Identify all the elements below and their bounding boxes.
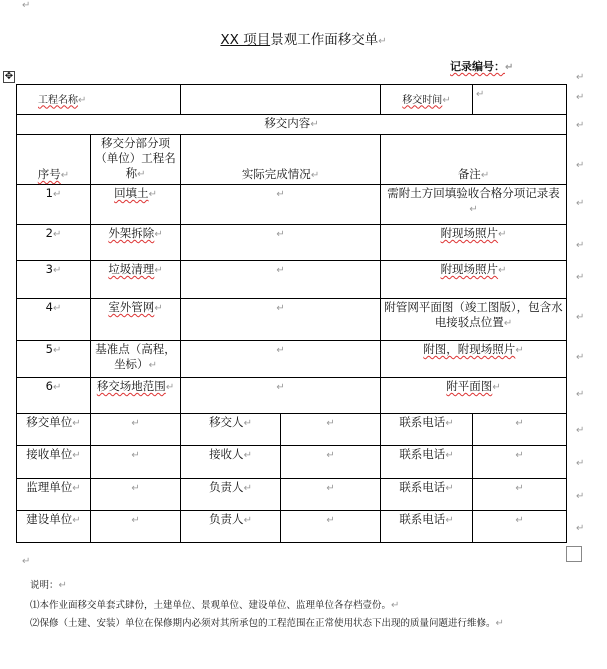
paragraph-mark: ↵ [576,92,585,103]
handover-time-cell: 移交时间↵ [381,85,473,115]
paragraph-mark: ↵ [576,160,585,171]
col-seq: 序号↵ [17,135,91,185]
notes-label: 说明：↵ [30,580,67,591]
title-text: 景观工作面移交单 [270,32,379,48]
col-status: 实际完成情况↵ [181,135,381,185]
title-project: XX 项目 [220,32,271,48]
project-name-value[interactable] [181,85,381,115]
paragraph-mark: ↵ [576,523,585,534]
table-row: 2↵ 外架拆除↵ ↵ 附现场照片↵ [17,225,567,261]
paragraph-mark: ↵ [22,0,31,11]
paragraph-mark: ↵ [576,491,585,502]
table-move-handle-icon[interactable]: ✥ [4,71,14,82]
handover-time-value[interactable]: ↵ [473,85,567,115]
party-row: 移交单位↵ ↵ 移交人↵ ↵ 联系电话↵ ↵ [17,414,567,446]
col-remark: 备注↵ [381,135,567,185]
document-title: XX 项目景观工作面移交单↵ [220,32,387,48]
table-row: 1↵ 回填土↵ ↵ 需附土方回填验收合格分项记录表↵ [17,185,567,225]
record-number-label: 记录编号：↵ [450,60,514,73]
party-row: 建设单位↵ ↵ 负责人↵ ↵ 联系电话↵ ↵ [17,511,567,543]
note-1: ⑴本作业面移交单套式肆份，土建单位、景观单位、建设单位、监理单位各存档壹份。↵ [30,600,400,611]
paragraph-mark: ↵ [576,425,585,436]
section-title: 移交内容↵ [17,115,567,135]
note-2: ⑵保修（土建、安装）单位在保修期内必须对其所承包的工程范围在正常使用状态下出现的质量问题进行维修。↵ [30,618,504,629]
table-resize-handle[interactable] [566,546,582,562]
paragraph-mark: ↵ [576,240,585,251]
handover-table [16,84,567,543]
party-row: 监理单位↵ ↵ 负责人↵ ↵ 联系电话↵ ↵ [17,479,567,511]
header-row [17,85,567,115]
table-row: 6↵ 移交场地范围↵ ↵ 附平面图↵ [17,378,567,414]
paragraph-mark: ↵ [576,458,585,469]
col-item: 移交分部分项（单位）工程名称↵ [91,135,181,185]
column-header-row [17,135,567,185]
table-row: 3↵ 垃圾清理↵ ↵ 附现场照片↵ [17,261,567,299]
table-row: 4↵ 室外管网↵ ↵ 附管网平面图（竣工图版），包含水电接驳点位置↵ [17,299,567,341]
section-row [17,115,567,135]
paragraph-mark: ↵ [576,312,585,323]
paragraph-mark: ↵ [576,272,585,283]
paragraph-mark: ↵ [576,120,585,131]
paragraph-mark: ↵ [576,198,585,209]
table-row: 5↵ 基准点（高程，坐标）↵ ↵ 附图，附现场照片↵ [17,341,567,378]
paragraph-mark: ↵ [576,72,585,83]
paragraph-mark: ↵ [576,352,585,363]
paragraph-mark: ↵ [576,389,585,400]
project-name-cell[interactable]: 工程名称↵ [17,85,181,115]
party-row: 接收单位↵ ↵ 接收人↵ ↵ 联系电话↵ ↵ [17,446,567,479]
paragraph-mark: ↵ [22,556,31,567]
